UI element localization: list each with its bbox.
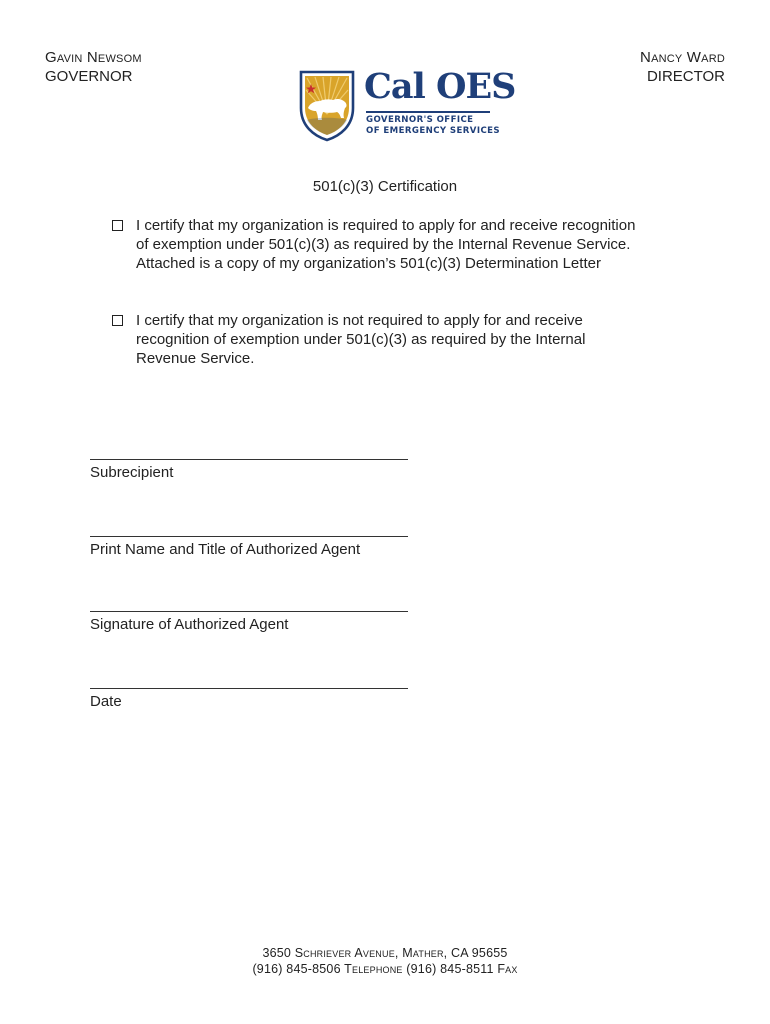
certification-option-not-required xyxy=(112,311,652,368)
date-label: Date xyxy=(90,693,122,710)
cal-oes-logo xyxy=(298,66,516,144)
governor-block xyxy=(45,48,142,86)
signature-label: Signature of Authorized Agent xyxy=(90,616,289,633)
director-title: DIRECTOR xyxy=(646,68,725,85)
date-line[interactable] xyxy=(90,688,408,689)
subrecipient-line[interactable] xyxy=(90,459,408,460)
certify-required-checkbox[interactable] xyxy=(112,220,123,231)
date-field xyxy=(90,688,408,711)
governor-title: GOVERNOR xyxy=(45,68,133,85)
governor-name: Gavin Newsom xyxy=(45,49,142,66)
logo-divider xyxy=(366,111,490,113)
document-title: 501(c)(3) Certification xyxy=(312,178,458,195)
footer-phone: (916) 845-8506 Telephone (916) 845-8511 Fax xyxy=(252,962,518,976)
shield-bear-icon xyxy=(298,70,356,142)
director-block xyxy=(640,48,725,86)
signature-field xyxy=(90,611,408,634)
logo-subtitle-line1: GOVERNOR'S OFFICE xyxy=(366,115,474,125)
subrecipient-label: Subrecipient xyxy=(90,464,174,481)
certification-option-required xyxy=(112,216,652,273)
certify-not-required-checkbox[interactable] xyxy=(112,315,123,326)
subrecipient-field xyxy=(90,459,408,482)
certification-text: I certify that my organization is not required to apply for and receive recognition of exemption under 501(c)(3) as required by the Internal Revenue Service. xyxy=(136,312,586,367)
certification-text: I certify that my organization is required to apply for and receive recognition of exemption under 501(c)(3) as required by the Internal Revenue Service. Attached is a copy of my organization’s 501(c)(3) Determination Letter xyxy=(136,217,636,272)
logo-subtitle xyxy=(366,115,500,137)
print-name-title-label: Print Name and Title of Authorized Agent xyxy=(90,541,361,558)
footer xyxy=(0,945,770,977)
logo-subtitle-line2: OF EMERGENCY SERVICES xyxy=(366,126,501,136)
print-name-title-line[interactable] xyxy=(90,536,408,537)
print-name-title-field xyxy=(90,536,408,559)
director-name: Nancy Ward xyxy=(640,49,725,66)
logo-title: Cal OES xyxy=(364,66,516,107)
footer-address: 3650 Schriever Avenue, Mather, CA 95655 xyxy=(262,946,508,960)
signature-line[interactable] xyxy=(90,611,408,612)
